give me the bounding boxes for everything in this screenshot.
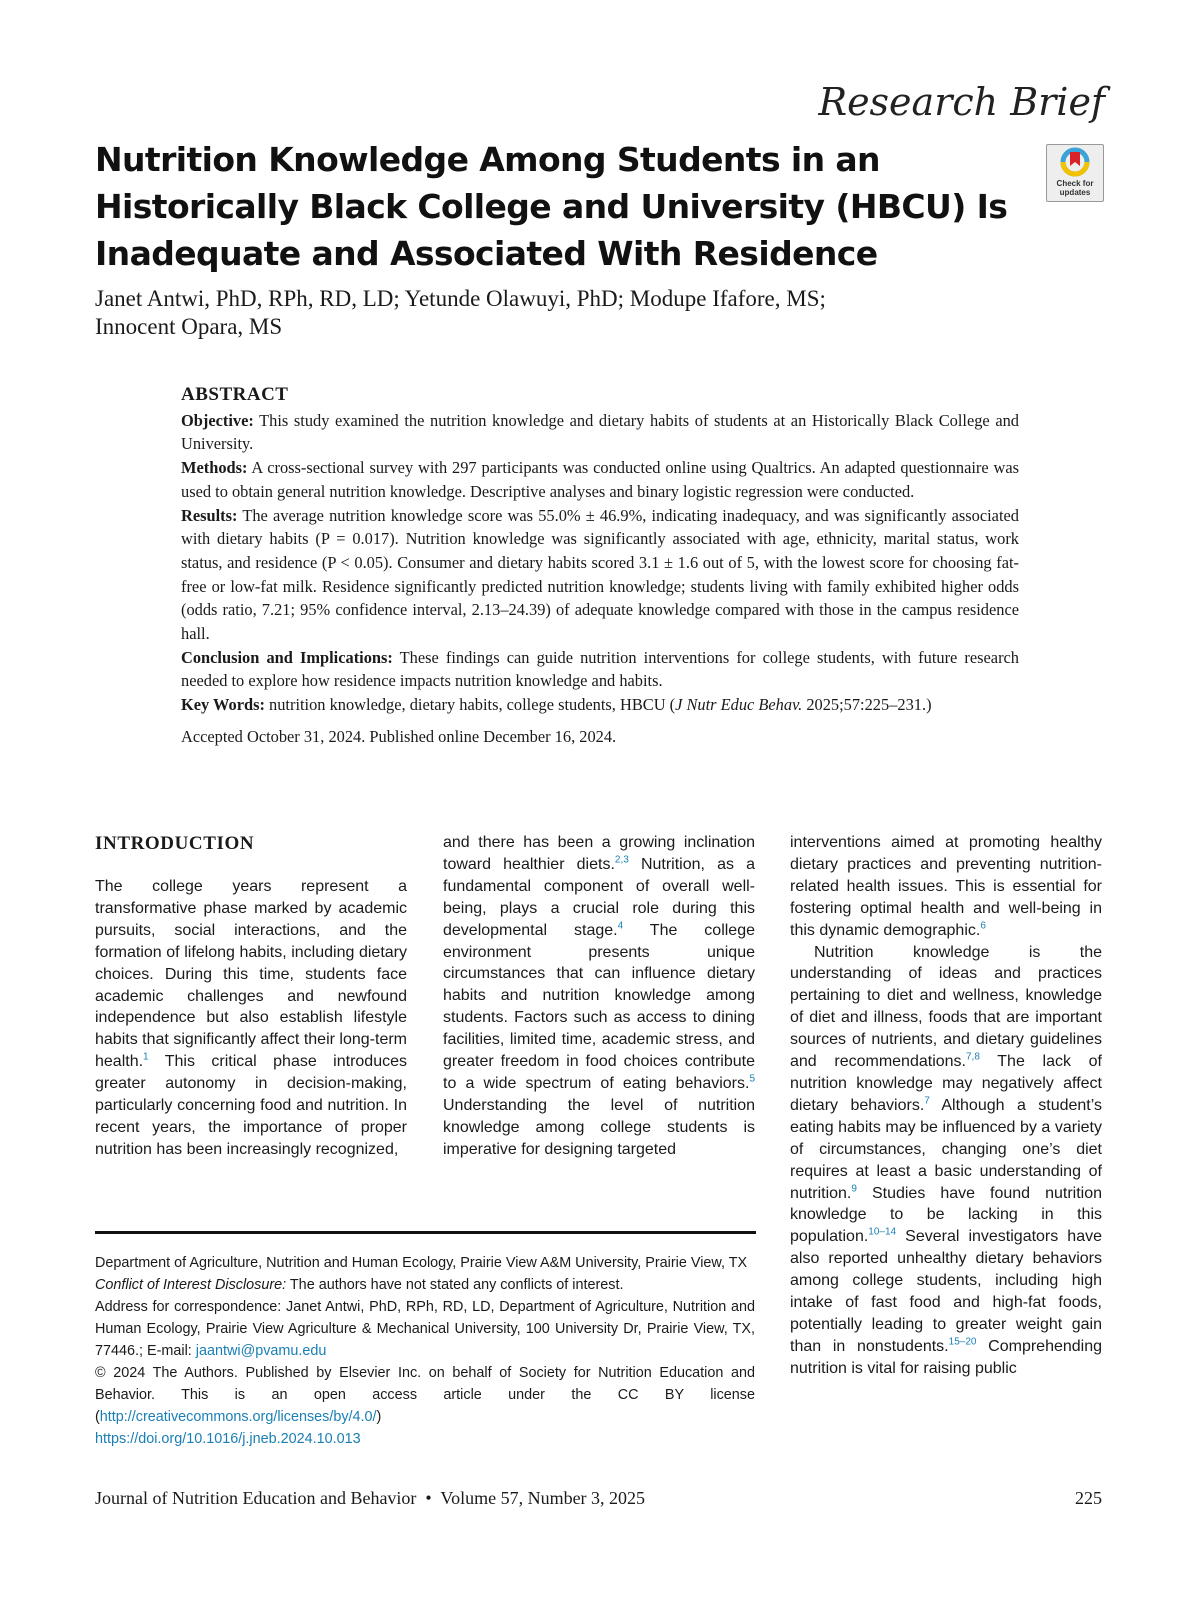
section-label: Results:: [181, 505, 238, 525]
section-text: This study examined the nutrition knowledge and dietary habits of students at an Historically Black College and University.: [181, 410, 1019, 454]
paragraph-text: Nutrition knowledge is the understanding of ideas and practices pertaining to diet and wellness, knowledge of diet and illness, foods that are important sources of nutrients, and dietary guidelines and recommendations.: [790, 943, 1102, 1071]
section-text: A cross-sectional survey with 297 participants was conducted online using Qualtrics. An adapted questionnaire was used to obtain general nutrition knowledge. Descriptive analyses and binary logistic regression were conducted.: [181, 458, 1019, 501]
paragraph-text: The college years represent a transformative phase marked by academic pursuits, social interactions, and the formation of lifelong habits, including dietary choices. During this time, students face academic challenges and newfound independence but also establish lifestyle habits that significantly affect their long-term health.: [95, 878, 407, 1071]
paragraph-text: Nutrition, as a fundamental component of overall well-being, plays a crucial role during this developmental stage.: [443, 855, 756, 939]
citation-journal: J Nutr Educ Behav.: [675, 695, 803, 715]
paragraph-text: interventions aimed at promoting healthy dietary practices and preventing nutrition-related health issues. This is essential for fostering optimal health and well-being in this dynamic demographic.: [790, 834, 1102, 939]
paragraph-text: Although a student’s eating habits may be influenced by a variety of circumstances, changing one’s diet requires at least a basic understanding of nutrition.: [790, 1096, 1102, 1202]
body-paragraph: [790, 942, 1102, 1380]
badge-text: Check for updates: [1056, 179, 1094, 197]
reference-citation[interactable]: 9: [851, 1183, 857, 1195]
footnotes: [95, 1252, 755, 1450]
paragraph-text: and there has been a growing inclination toward healthier diets.: [443, 834, 755, 873]
paragraph-text: The college environment presents unique circumstances that can influence dietary habits and nutrition knowledge among students. Factors such as access to dining facilities, limited time, academic stress, and greater freedom in food choices contribute to a wide spectrum of eating behaviors.: [443, 921, 755, 1092]
abstract: [181, 383, 1019, 749]
abstract-keywords: [181, 693, 1019, 717]
section-text: These findings can guide nutrition interventions for college students, with future research needed to explore how residence impacts nutrition knowledge and habits.: [181, 647, 1019, 691]
check-for-updates-button[interactable]: [1046, 144, 1104, 202]
section-label: Methods:: [181, 458, 248, 478]
paragraph-text: Several investigators have also reported unhealthy dietary behaviors among college students, including high intake of fast food and high-fat foods, potentially leading to greater weight gain than in nonstudents.: [790, 1228, 1102, 1355]
body-column-1: [95, 832, 407, 1161]
paragraph-text: The lack of nutrition knowledge may negatively affect dietary behaviors.: [790, 1053, 1102, 1114]
reference-citation[interactable]: 6: [980, 920, 986, 932]
conflict-text: The authors have not stated any conflicts of interest.: [286, 1277, 624, 1293]
reference-citation[interactable]: 1: [143, 1051, 149, 1063]
correspondence: [95, 1296, 755, 1362]
section-label: Objective:: [181, 410, 254, 430]
section-label: Research Brief: [818, 80, 1105, 124]
email-link[interactable]: jaantwi@pvamu.edu: [195, 1343, 327, 1359]
section-text: nutrition knowledge, dietary habits, college students, HBCU (: [264, 695, 676, 715]
author-line: Janet Antwi, PhD, RPh, RD, LD; Yetunde Olawuyi, PhD; Modupe Ifafore, MS;: [95, 286, 826, 311]
section-text: The average nutrition knowledge score was 55.0% ± 46.9%, indicating inadequacy, and was significantly associated with dietary habits (P = 0.017). Nutrition knowledge was significantly associated with age, ethnicity, marital status, work status, and residence (P < 0.05). Consumer and dietary habits scored 3.1 ± 1.6 out of 5, with the lowest score for choosing fat-free or low-fat milk. Residence significantly predicted nutrition knowledge; students living with family exhibited higher odds (odds ratio, 7.21; 95% confidence interval, 2.13–24.39) of adequate knowledge compared with those in the campus residence hall.: [181, 505, 1019, 644]
copyright-tail: ): [376, 1409, 382, 1425]
reference-citation[interactable]: 10–14: [868, 1226, 897, 1238]
correspondence-text: Address for correspondence: Janet Antwi, PhD, RPh, RD, LD, Department of Agriculture, Nutrition and Human Ecology, Prairie View Agriculture & Mechanical University, 100 University Dr, Prairie View, TX, 77446.; E-mail:: [95, 1299, 755, 1359]
abstract-objective: [181, 409, 1019, 456]
reference-citation[interactable]: 7,8: [965, 1051, 980, 1063]
author-list: [95, 285, 995, 341]
article-title: Nutrition Knowledge Among Students in an Historically Black College and University (HBCU) Is Inadequate and Associated With Residence: [95, 140, 1008, 273]
body-paragraph: [443, 832, 755, 1161]
introduction-heading: INTRODUCTION: [95, 833, 255, 854]
section-label: Key Words:: [181, 695, 265, 715]
conflict-label: Conflict of Interest Disclosure:: [95, 1277, 287, 1293]
journal-footer: Journal of Nutrition Education and Behavior • Volume 57, Number 3, 2025: [95, 1488, 646, 1508]
reference-citation[interactable]: 15–20: [948, 1336, 977, 1348]
body-column-2: [443, 832, 755, 1161]
accepted-date: Accepted October 31, 2024. Published online December 16, 2024.: [181, 726, 617, 746]
column-paragraphs: [95, 876, 407, 1161]
license-link[interactable]: http://creativecommons.org/licenses/by/4.0/: [99, 1409, 377, 1425]
check-for-updates-icon: [1047, 145, 1103, 179]
body-column-3: [790, 832, 1102, 1380]
column-paragraphs: [443, 832, 755, 1161]
footnote-divider: [95, 1231, 756, 1234]
citation-tail: 2025;57:225–231.): [802, 695, 932, 715]
page-number: 225: [1075, 1488, 1102, 1508]
reference-citation[interactable]: 4: [617, 920, 624, 932]
paragraph-text: This critical phase introduces greater autonomy in decision-making, particularly concerning food and nutrition. In recent years, the importance of proper nutrition has been increasingly recognized,: [95, 1053, 407, 1158]
paragraph-text: Understanding the level of nutrition knowledge among college students is imperative for designing targeted: [443, 1096, 755, 1158]
author-line: Innocent Opara, MS: [95, 314, 283, 339]
abstract-heading: ABSTRACT: [181, 384, 289, 405]
conflict-disclosure: [95, 1274, 755, 1296]
paragraph-text: Comprehending nutrition is vital for raising public: [790, 1337, 1103, 1377]
abstract-conclusion: [181, 646, 1019, 693]
affiliation: Department of Agriculture, Nutrition and Human Ecology, Prairie View A&M University, Prairie View, TX: [95, 1255, 748, 1271]
body-paragraph: [95, 876, 407, 1161]
body-paragraph: [790, 832, 1102, 942]
column-paragraphs: [790, 832, 1102, 1380]
copyright: [95, 1362, 755, 1428]
paragraph-text: Studies have found nutrition knowledge to be lacking in this population.: [790, 1184, 1102, 1246]
reference-citation[interactable]: 7: [924, 1095, 930, 1107]
doi-link[interactable]: https://doi.org/10.1016/j.jneb.2024.10.013: [95, 1431, 361, 1447]
reference-citation[interactable]: 2,3: [614, 854, 629, 866]
abstract-results: [181, 504, 1019, 646]
copyright-text: © 2024 The Authors. Published by Elsevier Inc. on behalf of Society for Nutrition Education and Behavior. This is an open access article under the CC BY license (: [95, 1365, 755, 1425]
reference-citation[interactable]: 5: [749, 1073, 755, 1085]
abstract-methods: [181, 456, 1019, 503]
section-label: Conclusion and Implications:: [181, 647, 393, 667]
